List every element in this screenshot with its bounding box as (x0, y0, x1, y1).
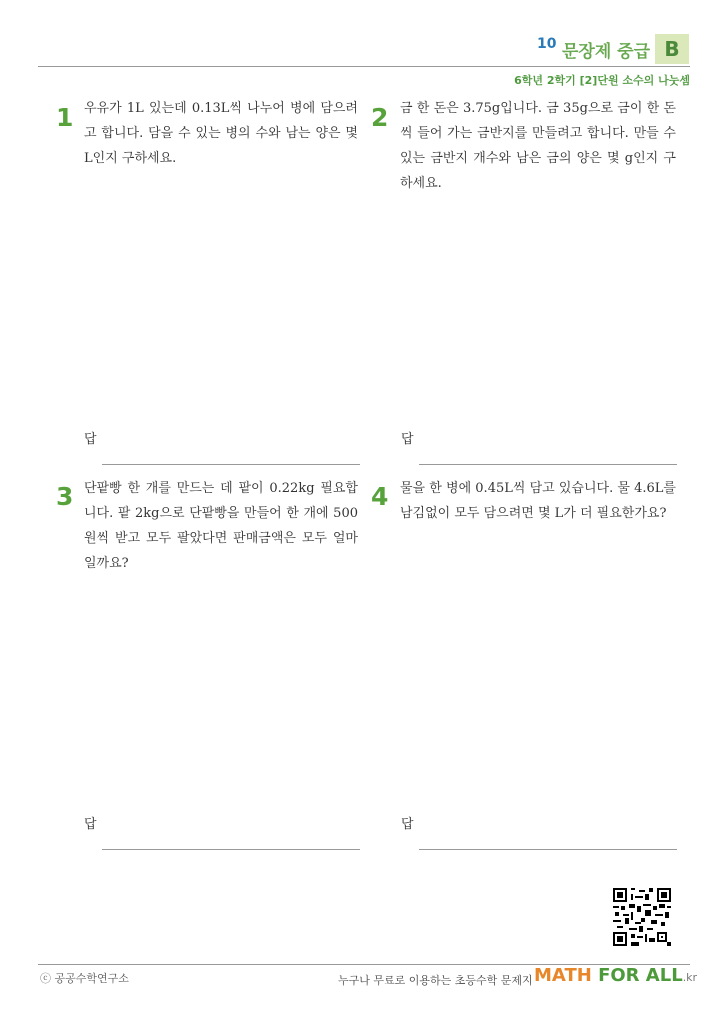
answer-label: 답 (84, 432, 97, 447)
footer-tagline: 누구나 무료로 이용하는 초등수학 문제지 (338, 974, 533, 987)
answer-line (102, 464, 360, 465)
problem-text: 우유가 1L 있는데 0.13L씩 나누어 병에 담으려고 합니다. 담을 수 있는 병의 수와 남는 양은 몇 L인지 구하세요. (84, 101, 358, 166)
math-for-all-logo[interactable] (534, 965, 697, 986)
answer-line (419, 849, 677, 850)
worksheet-title: 문장제 중급 (562, 42, 651, 62)
level-badge: B (655, 34, 689, 64)
answer-label: 답 (84, 817, 97, 832)
answer-label: 답 (401, 432, 414, 447)
answer-line (419, 464, 677, 465)
answer-line (102, 849, 360, 850)
problem-number: 4 (371, 482, 389, 511)
problem-text: 단팥빵 한 개를 만드는 데 팥이 0.22kg 필요합니다. 팥 2kg으로 단팥빵을 만들어 한 개에 500원씩 받고 모두 팔았다면 판매금액은 모두 얼마일까요? (84, 481, 358, 571)
logo-for-all-text: FOR ALL (598, 965, 683, 986)
problem-number: 1 (56, 103, 74, 132)
logo-math-text: MATH (534, 965, 592, 986)
copyright-text: ⓒ 공공수학연구소 (40, 972, 129, 985)
worksheet-number: 10 (537, 36, 557, 52)
problem-text: 금 한 돈은 3.75g입니다. 금 35g으로 금이 한 돈씩 들어 가는 금반지를 만들려고 합니다. 만들 수 있는 금반지 개수와 남은 금의 양은 몇 g인지 구하세요. (400, 101, 676, 191)
page-header (0, 0, 724, 90)
unit-subtitle: 6학년 2학기 [2]단원 소수의 나눗셈 (514, 74, 690, 87)
problem-number: 3 (56, 482, 74, 511)
logo-kr-text: .kr (682, 971, 698, 984)
header-divider (38, 66, 690, 67)
answer-label: 답 (401, 817, 414, 832)
problem-number: 2 (371, 103, 389, 132)
problem-text: 물을 한 병에 0.45L씩 담고 있습니다. 물 4.6L를 남김없이 모두 담으려면 몇 L가 더 필요한가요? (400, 481, 676, 521)
qr-code-icon[interactable] (613, 888, 671, 946)
